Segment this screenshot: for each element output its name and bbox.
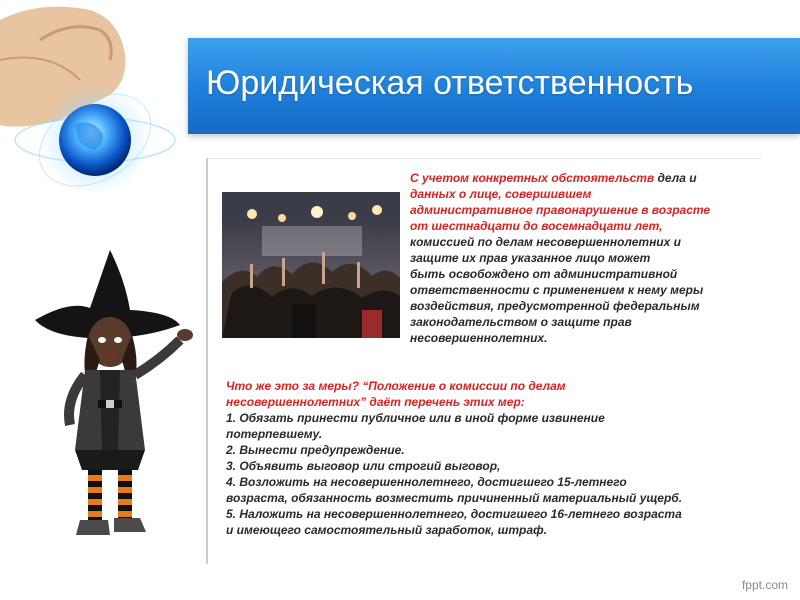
list-item: возраста, обязанность возместить причиненный материальный ущерб. [226, 491, 683, 505]
list-item: 1. Обязать принести публичное или в иной форме извинение [226, 411, 605, 425]
text-red: данных о лице, совершившем [410, 187, 592, 201]
text: ответственности с применением к нему меры [410, 283, 704, 297]
list-item: 3. Объявить выговор или строгий выговор, [226, 459, 501, 473]
list-item: и имеющего самостоятельный заработок, штраф. [226, 523, 547, 537]
text: защите их прав указанное лицо может [410, 251, 651, 265]
text-red: С учетом конкретных обстоятельств [410, 171, 655, 185]
text-red: Что же это за меры? “Положение о комиссии по делам [226, 379, 566, 393]
text: законодательством о защите прав [410, 315, 632, 329]
text-red: административное правонарушение в возрасте [410, 203, 711, 217]
list-item: потерпевшему. [226, 427, 323, 441]
witch-figure [30, 250, 215, 540]
text-red: несовершеннолетних” даёт перечень этих мер: [226, 395, 525, 409]
text: воздействия, предусмотренной федеральным [410, 299, 700, 313]
text-red: от шестнадцати до восемнадцати лет, [410, 219, 663, 233]
paragraph-exemption [410, 170, 755, 346]
watermark: fppt.com [741, 578, 788, 592]
slide-title: Юридическая ответственность [206, 64, 694, 102]
text: дела и [654, 171, 697, 185]
text: несовершеннолетних. [410, 331, 548, 345]
list-item: 5. Наложить на несовершеннолетнего, достигшего 16-летнего возраста [226, 507, 682, 521]
text: быть освобождено от административной [410, 267, 678, 281]
hand-globe-illustration [0, 0, 200, 200]
concert-crowd-photo [222, 192, 400, 338]
list-item: 4. Возложить на несовершеннолетнего, достигшего 15-летнего [226, 475, 627, 489]
paragraph-measures [226, 378, 756, 538]
list-item: 2. Вынести предупреждение. [226, 443, 405, 457]
text: комиссией по делам несовершеннолетних и [410, 235, 681, 249]
